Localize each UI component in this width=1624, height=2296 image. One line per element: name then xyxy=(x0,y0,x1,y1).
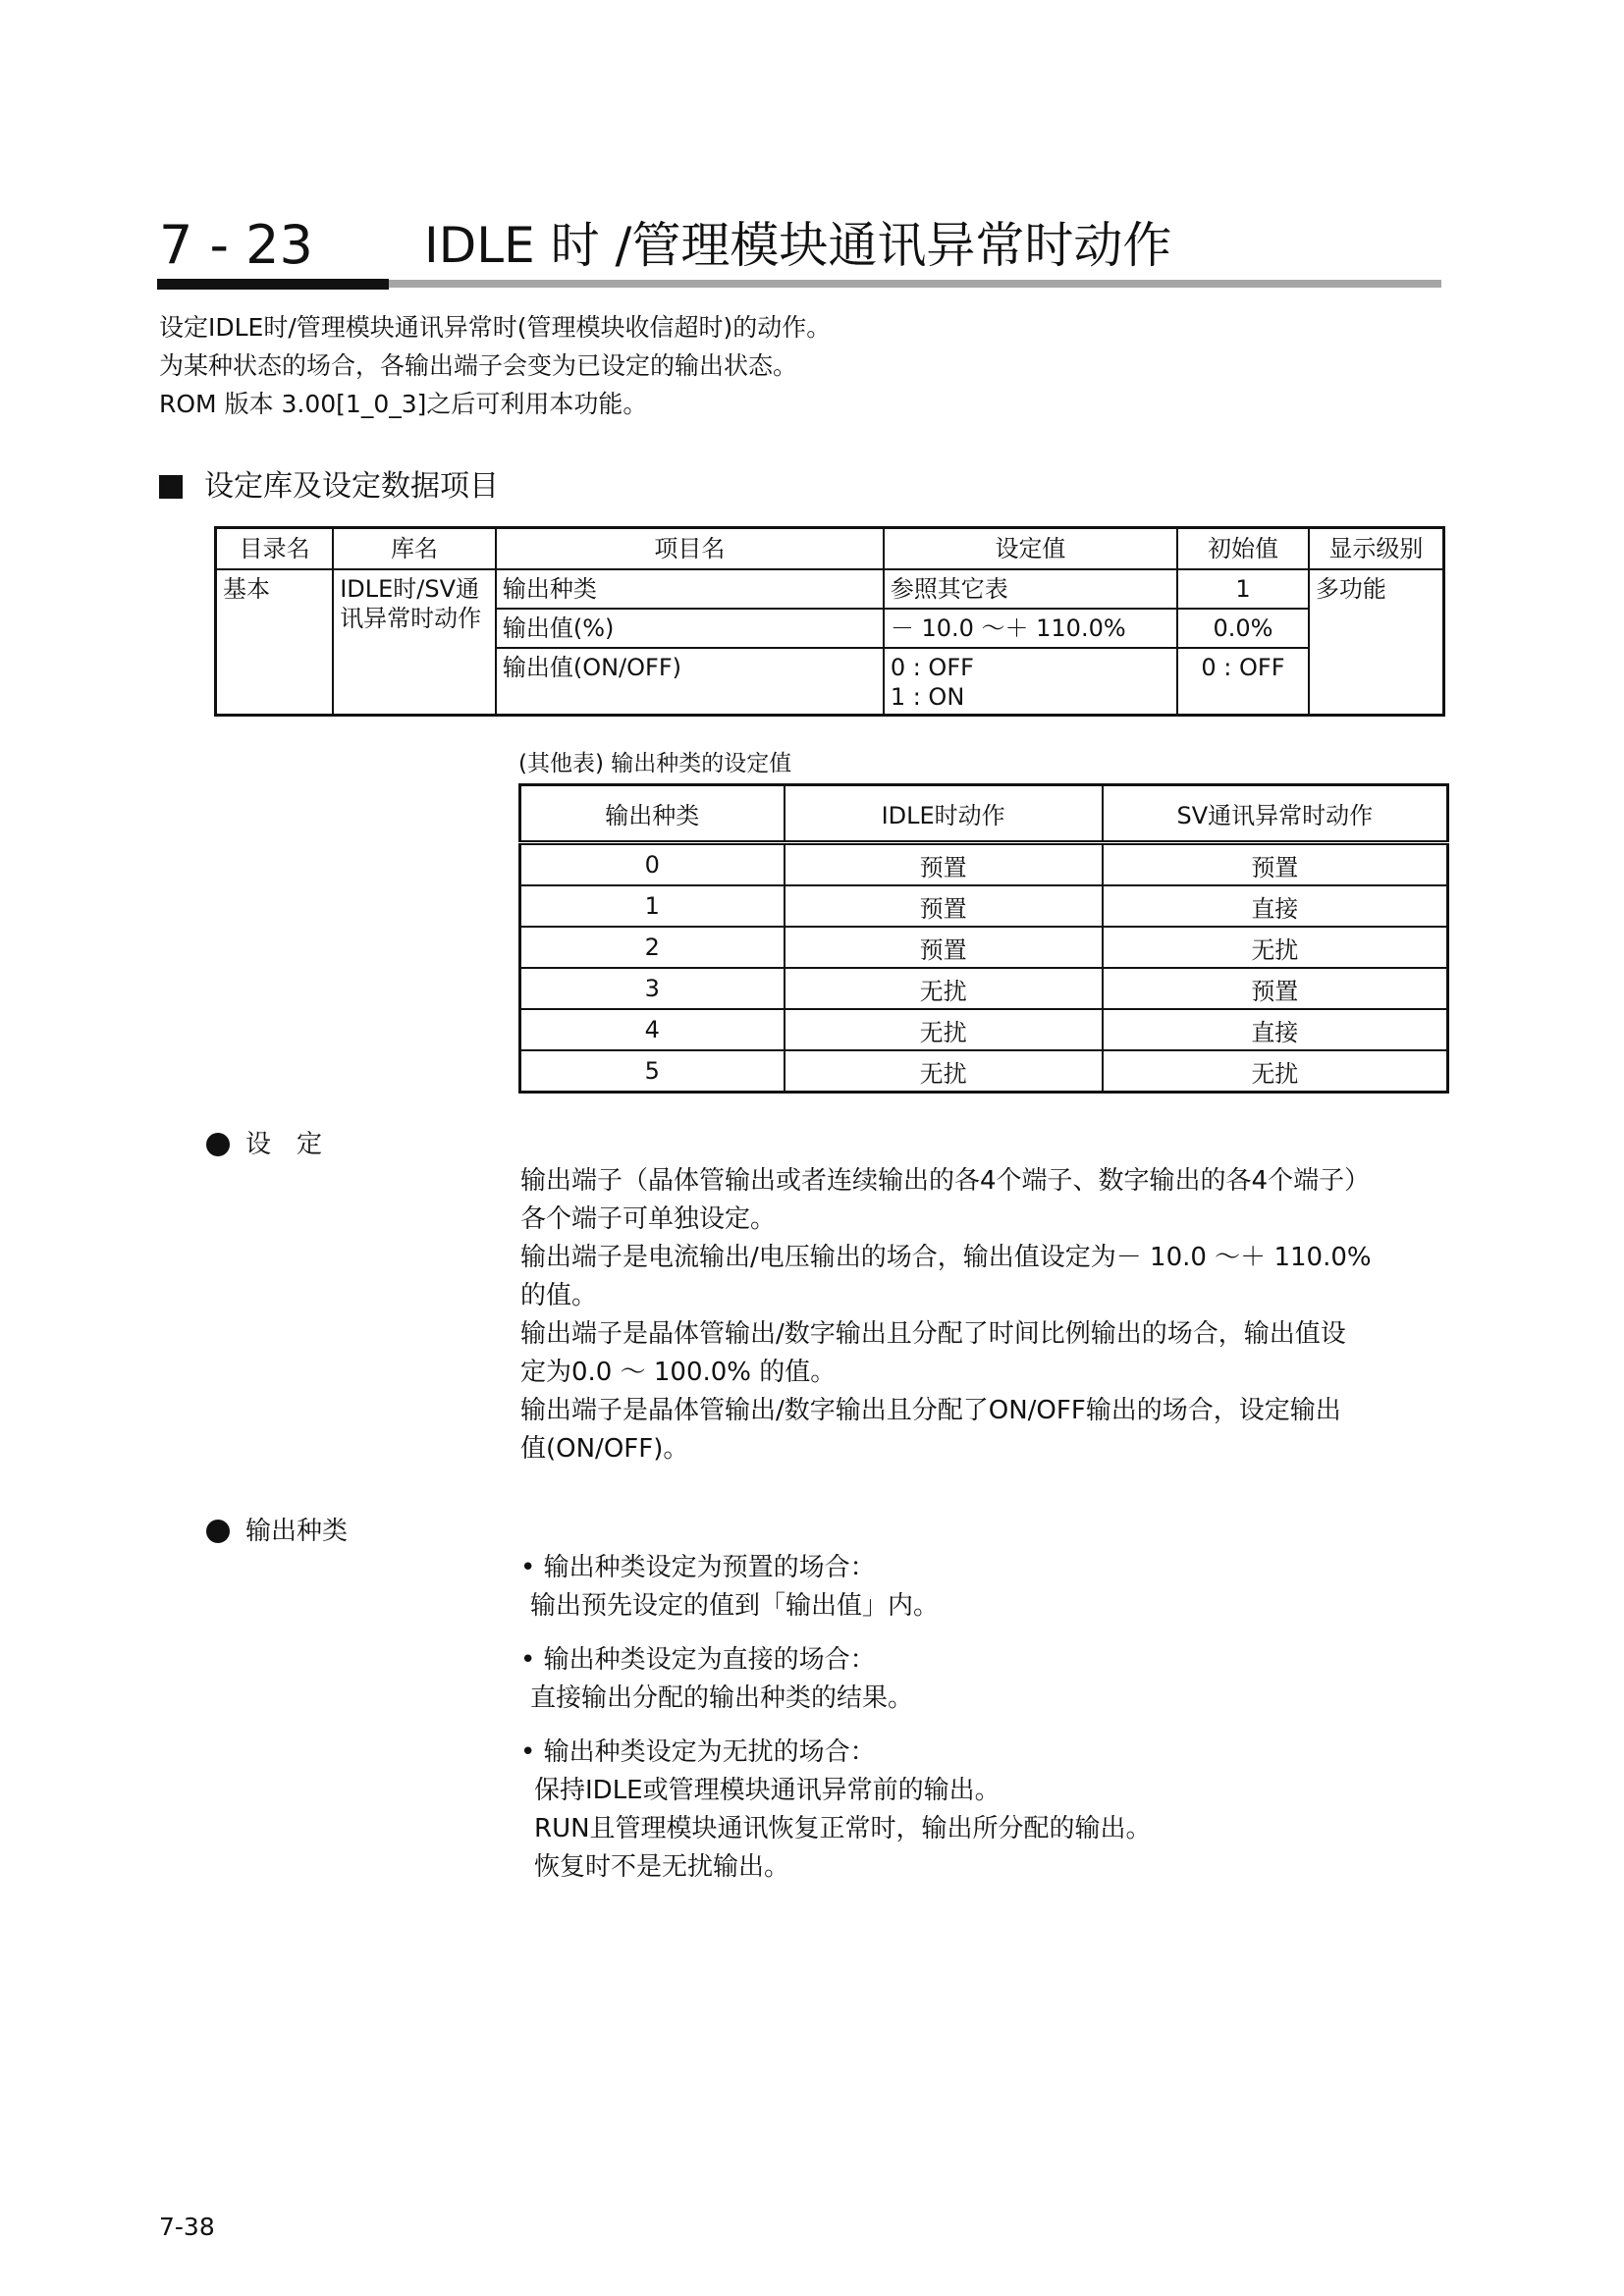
other-table-caption: (其他表) 输出种类的设定值 xyxy=(518,751,792,776)
intro-line: 为某种状态的场合，各输出端子会变为已设定的输出状态。 xyxy=(159,351,798,380)
header-idle-action: IDLE时动作 xyxy=(785,785,1103,843)
header-sv-action: SV通讯异常时动作 xyxy=(1103,785,1448,843)
cell-sv-action: 预置 xyxy=(1103,843,1448,886)
output-type-item-body: 输出预先设定的值到「输出值」内。 xyxy=(530,1591,940,1621)
cell-sv-action: 预置 xyxy=(1103,968,1448,1009)
cell-sv-action: 直接 xyxy=(1103,885,1448,927)
header-output-type: 输出种类 xyxy=(520,785,785,843)
setting-heading-label: 设 定 xyxy=(245,1130,323,1159)
output-type-item-head: • 输出种类设定为无扰的场合： xyxy=(520,1737,876,1767)
output-type-item-body: 恢复时不是无扰输出。 xyxy=(534,1852,790,1882)
output-type-heading xyxy=(206,1514,348,1549)
intro-line: 设定IDLE时/管理模块通讯异常时(管理模块收信超时)的动作。 xyxy=(159,313,832,342)
cell-setting xyxy=(884,648,1177,715)
cell-initial: 0.0% xyxy=(1177,609,1309,648)
circle-bullet-icon xyxy=(206,1133,230,1156)
cell-idle-action: 预置 xyxy=(785,885,1103,927)
setting-line: 输出端子（晶体管输出或者连续输出的各4个端子、数字输出的各4个端子） xyxy=(520,1166,1371,1196)
cell-sv-action: 无扰 xyxy=(1103,1050,1448,1093)
table-row xyxy=(520,927,1448,968)
setting-heading xyxy=(206,1127,322,1162)
cell-idle-action: 预置 xyxy=(785,843,1103,886)
setting-line: 定为0.0 ～ 100.0% 的值。 xyxy=(520,1358,837,1387)
output-type-item-body: RUN且管理模块通讯恢复正常时，输出所分配的输出。 xyxy=(534,1814,1152,1843)
output-type-item-body: 保持IDLE或管理模块通讯异常前的输出。 xyxy=(534,1776,1001,1805)
table-header-row xyxy=(216,528,1444,570)
intro-line: ROM 版本 3.00[1_0_3]之后可利用本功能。 xyxy=(159,390,648,418)
setting-line: 输出端子是晶体管输出/数字输出且分配了ON/OFF输出的场合，设定输出 xyxy=(520,1396,1341,1425)
table-row xyxy=(520,1050,1448,1093)
intro-text xyxy=(159,308,831,423)
cell-sv-action: 直接 xyxy=(1103,1009,1448,1050)
setting-line: 0 : OFF xyxy=(890,654,974,681)
setting-line: 1 : ON xyxy=(890,683,965,711)
setting-line: 输出端子是晶体管输出/数字输出且分配了时间比例输出的场合，输出值设 xyxy=(520,1319,1346,1349)
cell-bank xyxy=(333,569,496,715)
cell-sv-action: 无扰 xyxy=(1103,927,1448,968)
cell-item: 输出值(ON/OFF) xyxy=(496,648,884,715)
bank-line: 讯异常时动作 xyxy=(340,605,482,632)
table-row xyxy=(520,885,1448,927)
output-type-item xyxy=(520,1734,1152,1887)
setting-line: 值(ON/OFF)。 xyxy=(520,1434,689,1464)
output-type-item xyxy=(520,1641,913,1718)
table-row xyxy=(520,1009,1448,1050)
cell-catalog: 基本 xyxy=(216,569,334,715)
cell-output-type: 3 xyxy=(520,968,785,1009)
setting-line: 输出端子是电流输出/电压输出的场合，输出值设定为－ 10.0 ～＋ 110.0% xyxy=(520,1243,1372,1272)
table-row xyxy=(520,843,1448,886)
section-number: 7 - 23 xyxy=(159,214,313,276)
header-display-level: 显示级别 xyxy=(1309,528,1444,570)
title-rule-black xyxy=(157,279,389,290)
output-type-item-head: • 输出种类设定为直接的场合： xyxy=(520,1645,876,1675)
cell-output-type: 0 xyxy=(520,843,785,886)
output-type-heading-label: 输出种类 xyxy=(245,1517,349,1546)
cell-output-type: 4 xyxy=(520,1009,785,1050)
setting-line: 各个端子可单独设定。 xyxy=(520,1204,777,1234)
header-setting: 设定值 xyxy=(884,528,1177,570)
cell-output-type: 1 xyxy=(520,885,785,927)
output-type-table xyxy=(518,783,1449,1094)
cell-item: 输出值(%) xyxy=(496,609,884,648)
page-title: IDLE 时 /管理模块通讯异常时动作 xyxy=(424,217,1172,274)
table-header-row xyxy=(520,785,1448,843)
square-bullet-icon xyxy=(159,475,183,499)
output-type-item-head: • 输出种类设定为预置的场合： xyxy=(520,1553,876,1582)
cell-idle-action: 无扰 xyxy=(785,968,1103,1009)
cell-idle-action: 无扰 xyxy=(785,1009,1103,1050)
bank-line: IDLE时/SV通 xyxy=(340,575,480,603)
output-type-item xyxy=(520,1549,939,1626)
setting-description xyxy=(520,1162,1453,1468)
settings-table xyxy=(214,526,1445,717)
header-initial: 初始值 xyxy=(1177,528,1309,570)
header-bank: 库名 xyxy=(333,528,496,570)
cell-idle-action: 无扰 xyxy=(785,1050,1103,1093)
table-row xyxy=(520,968,1448,1009)
section-heading-label: 设定库及设定数据项目 xyxy=(204,469,499,504)
cell-setting: 参照其它表 xyxy=(884,569,1177,609)
cell-initial: 0 : OFF xyxy=(1177,648,1309,715)
setting-line: 的值。 xyxy=(520,1281,598,1310)
circle-bullet-icon xyxy=(206,1520,230,1543)
cell-initial: 1 xyxy=(1177,569,1309,609)
cell-item: 输出种类 xyxy=(496,569,884,609)
cell-display-level: 多功能 xyxy=(1309,569,1444,715)
table-row xyxy=(216,569,1444,609)
cell-setting: － 10.0 ～＋ 110.0% xyxy=(884,609,1177,648)
output-type-item-body: 直接输出分配的输出种类的结果。 xyxy=(530,1683,914,1713)
section-heading xyxy=(159,467,499,507)
page-number: 7-38 xyxy=(159,2213,215,2241)
header-item: 项目名 xyxy=(496,528,884,570)
header-catalog: 目录名 xyxy=(216,528,334,570)
title-rule-gray xyxy=(389,280,1441,288)
cell-output-type: 2 xyxy=(520,927,785,968)
cell-output-type: 5 xyxy=(520,1050,785,1093)
cell-idle-action: 预置 xyxy=(785,927,1103,968)
